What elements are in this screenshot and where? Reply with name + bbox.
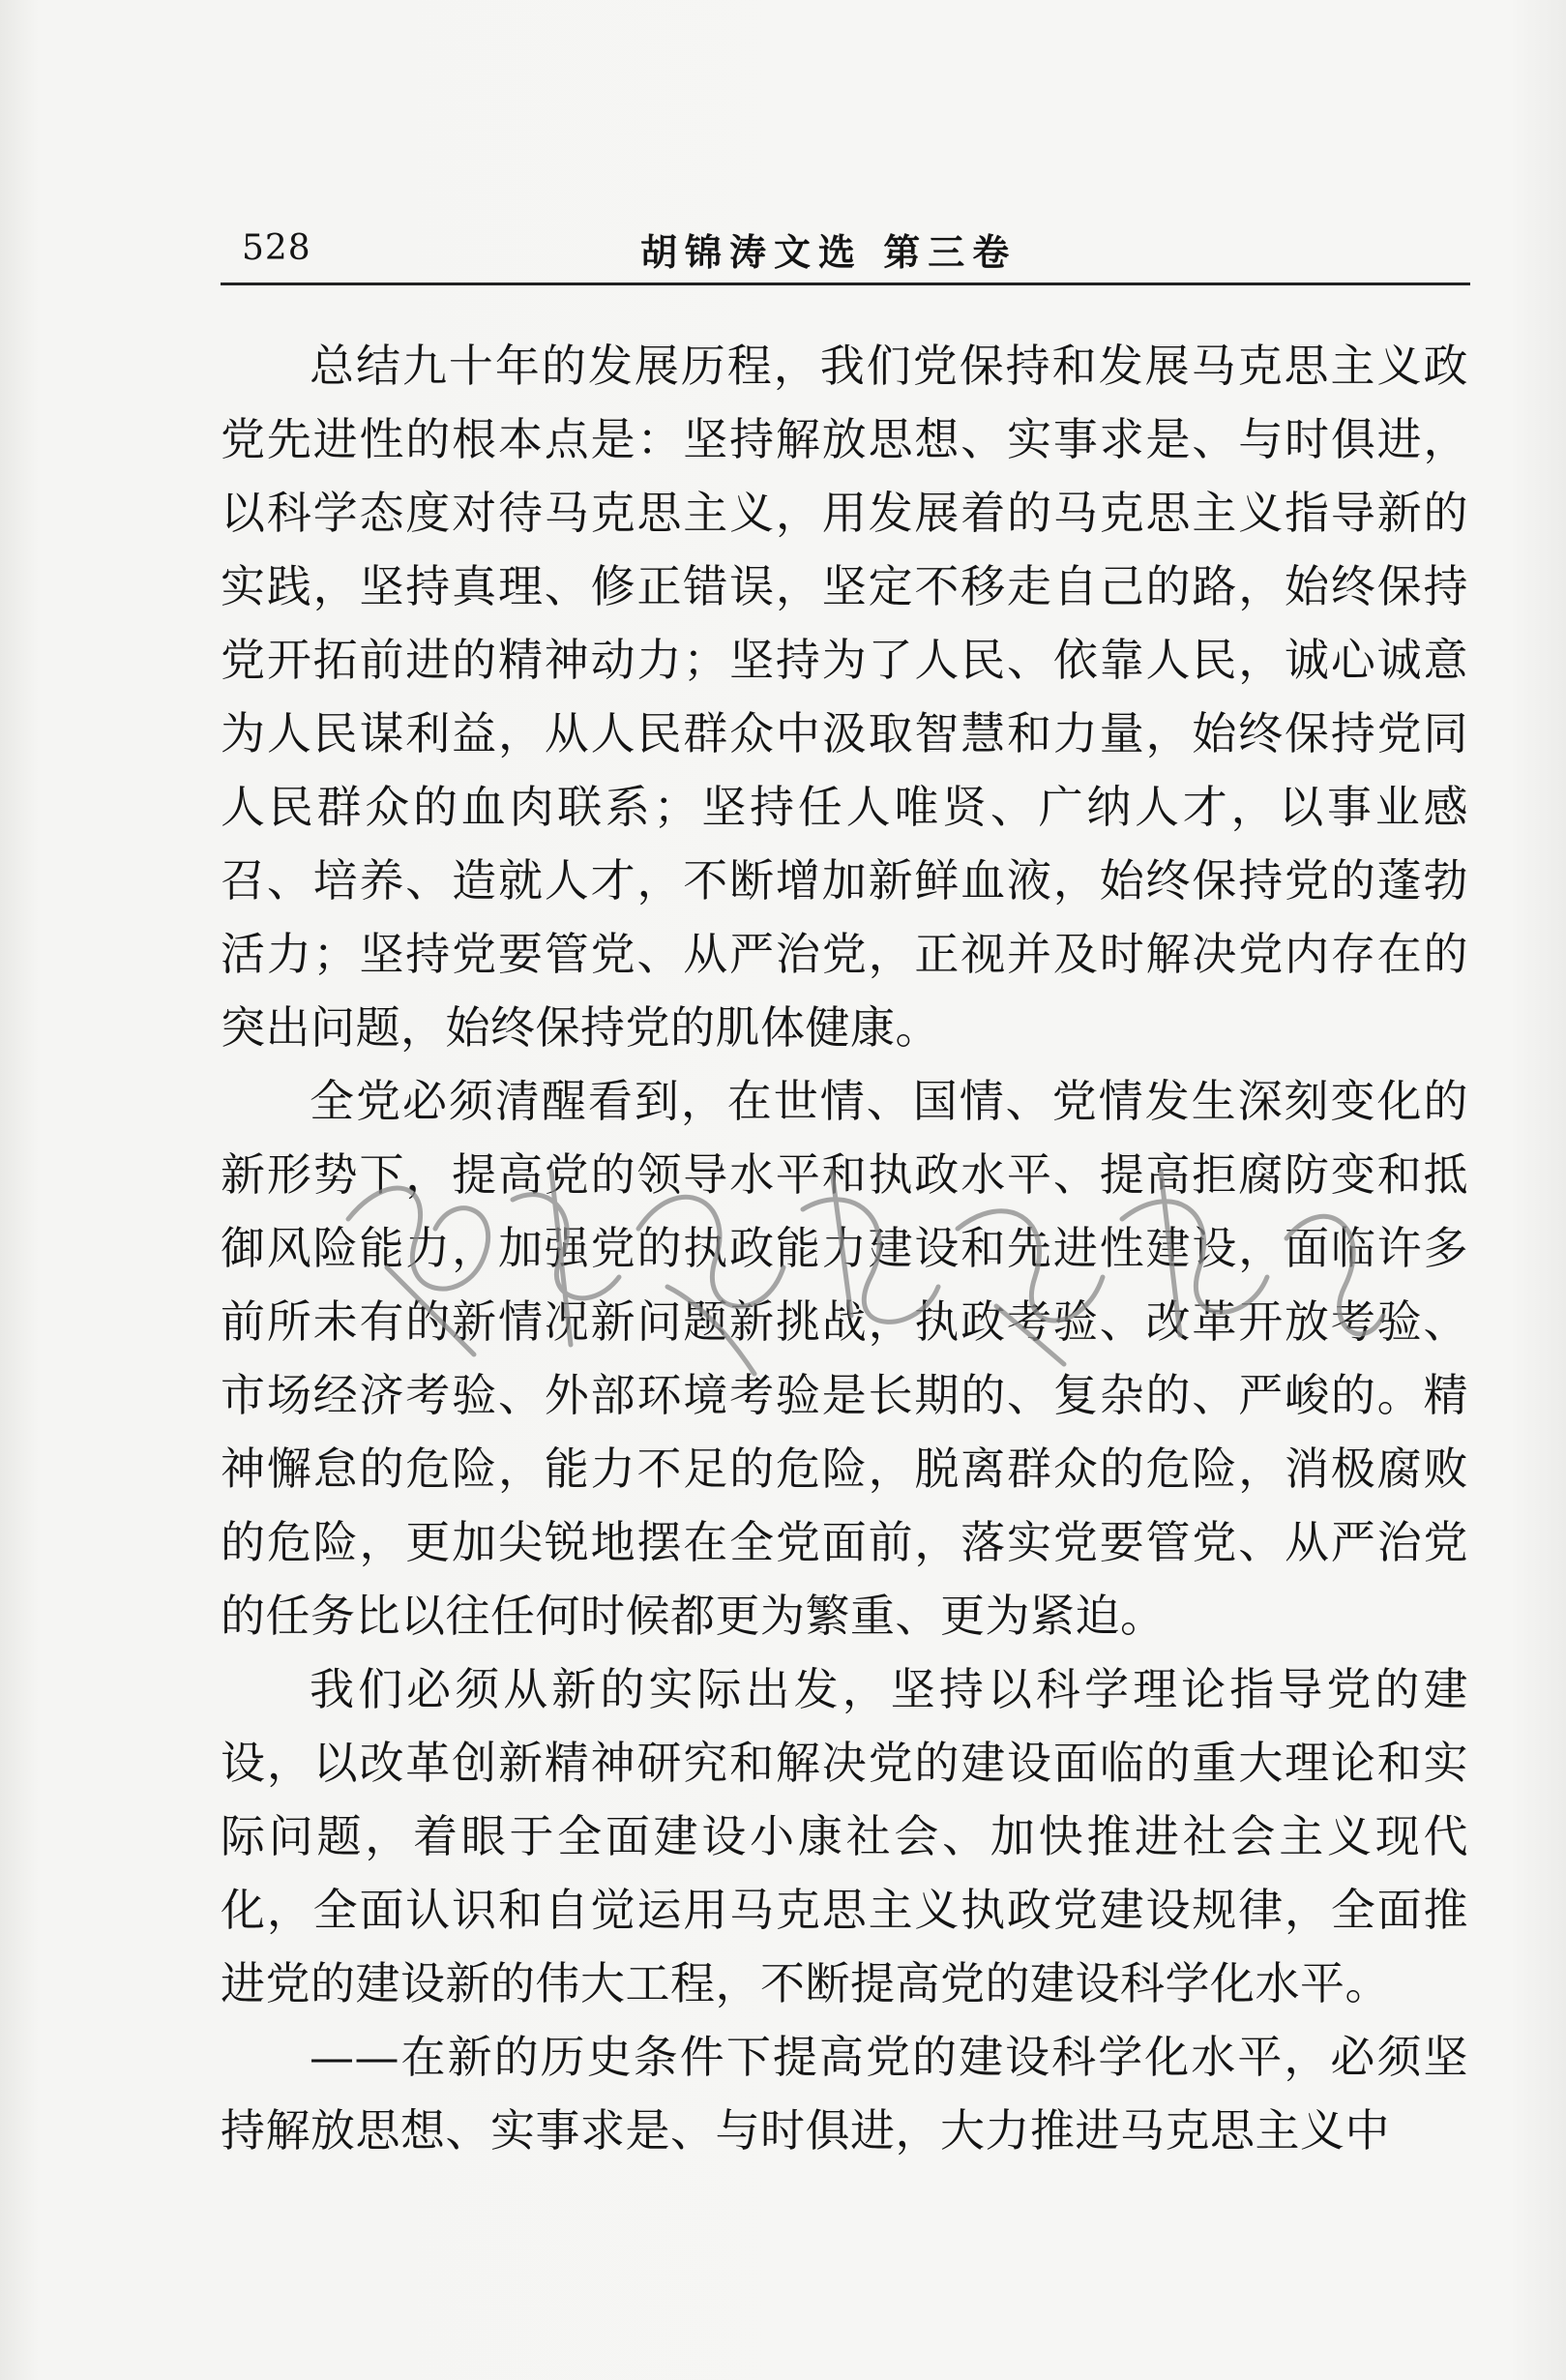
page-number: 528 (242, 228, 311, 268)
page-header (221, 221, 1468, 279)
body-text (221, 329, 1468, 2167)
running-title: 胡锦涛文选 第三卷 (640, 230, 1018, 274)
header-rule (221, 283, 1470, 285)
paragraph: ——在新的历史条件下提高党的建设科学化水平，必须坚持解放思想、实事求是、与时俱进，大力推进马克思主义中 (221, 2031, 1468, 2157)
paragraph: 总结九十年的发展历程，我们党保持和发展马克思主义政党先进性的根本点是：坚持解放思想、实事求是、与时俱进，以科学态度对待马克思主义，用发展着的马克思主义指导新的实践，坚持真理、修正错误，坚定不移走自己的路，始终保持党开拓前进的精神动力；坚持为了人民、依靠人民，诚心诚意为人民谋利益，从人民群众中汲取智慧和力量，始终保持党同人民群众的血肉联系；坚持任人唯贤、广纳人才，以事业感召、培养、造就人才，不断增加新鲜血液，始终保持党的蓬勃活力；坚持党要管党、从严治党，正视并及时解决党内存在的突出问题，始终保持党的肌体健康。 (221, 340, 1468, 1054)
paragraph: 我们必须从新的实际出发，坚持以科学理论指导党的建设，以改革创新精神研究和解决党的建设面临的重大理论和实际问题，着眼于全面建设小康社会、加快推进社会主义现代化，全面认识和自觉运用马克思主义执政党建设规律，全面推进党的建设新的伟大工程，不断提高党的建设科学化水平。 (221, 1663, 1468, 2009)
paragraph: 全党必须清醒看到，在世情、国情、党情发生深刻变化的新形势下，提高党的领导水平和执政水平、提高拒腐防变和抵御风险能力，加强党的执政能力建设和先进性建设，面临许多前所未有的新情况新问题新挑战，执政考验、改革开放考验、市场经济考验、外部环境考验是长期的、复杂的、严峻的。精神懈怠的危险，能力不足的危险，脱离群众的危险，消极腐败的危险，更加尖锐地摆在全党面前，落实党要管党、从严治党的任务比以往任何时候都更为繁重、更为紧迫。 (221, 1075, 1468, 1642)
